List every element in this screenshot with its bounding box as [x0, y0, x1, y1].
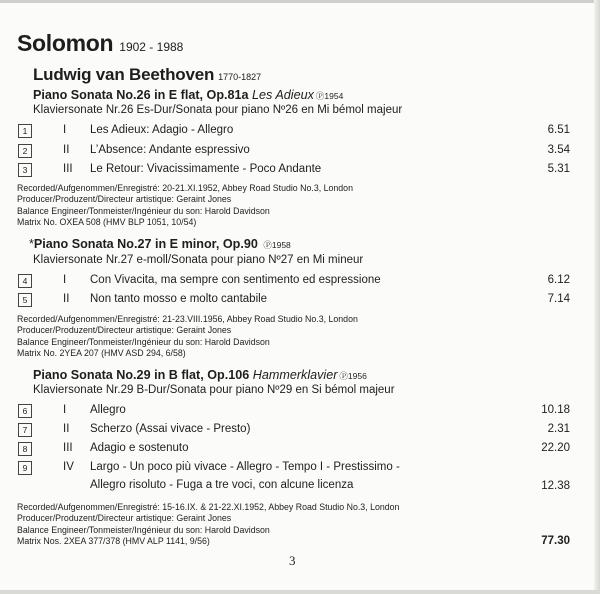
movement-number: II: [63, 144, 70, 156]
track-duration: 10.18: [541, 404, 570, 416]
work-title-text: Piano Sonata No.27 in E minor, Op.90: [33, 237, 258, 251]
page-number: 3: [289, 553, 296, 568]
work-nickname: Les Adieux: [252, 88, 314, 102]
track-row: [18, 441, 570, 459]
track-number-box: 6: [18, 404, 32, 418]
movement-number: III: [63, 442, 73, 454]
work-subtitle: Klaviersonate Nr.27 e-moll/Sonata pour piano Nº27 en Mi mineur: [33, 254, 364, 266]
credit-producer: Producer/Produzent/Directeur artistique: Geraint Jones: [17, 194, 232, 205]
credit-producer: Producer/Produzent/Directeur artistique: Geraint Jones: [17, 513, 232, 524]
credit-recorded: Recorded/Aufgenommen/Enregistré: 15-16.IX. & 21-22.XI.1952, Abbey Road Studio No.3, London: [17, 502, 400, 512]
artist-header: [17, 30, 183, 57]
scan-edge-bottom: [0, 590, 600, 594]
movement-number: II: [63, 423, 70, 435]
track-number-box: 8: [18, 442, 32, 456]
credit-engineer: Balance Engineer/Tonmeister/Ingénieur du son: Harold Davidson: [17, 336, 270, 347]
track-number-box: 5: [18, 293, 32, 307]
movement-title: Le Retour: Vivacissimamente - Poco Andante: [90, 163, 322, 175]
track-number-box: 9: [18, 461, 32, 475]
track-duration: 12.38: [541, 480, 570, 492]
recording-credits: [17, 183, 353, 229]
work-title: [33, 368, 367, 382]
movement-number: III: [63, 163, 73, 175]
track-number-box: 1: [18, 124, 32, 138]
work-publication-year: Ⓟ1954: [315, 91, 344, 101]
artist-name: Solomon: [17, 30, 114, 56]
work-asterisk: *: [29, 237, 34, 251]
credit-recorded: Recorded/Aufgenommen/Enregistré: 20-21.XI.1952, Abbey Road Studio No.3, London: [17, 183, 353, 193]
track-row: [18, 460, 570, 498]
track-row: [18, 123, 570, 141]
track-duration: 2.31: [547, 423, 570, 435]
credit-engineer: Balance Engineer/Tonmeister/Ingénieur du son: Harold Davidson: [17, 205, 270, 216]
composer-name: Ludwig van Beethoven: [33, 65, 215, 84]
composer-dates: 1770-1827: [218, 72, 262, 82]
movement-title: L’Absence: Andante espressivo: [90, 144, 250, 156]
scan-edge-top: [0, 0, 600, 3]
total-duration: 77.30: [541, 535, 570, 547]
work-title-text: Piano Sonata No.26 in E flat, Op.81a: [33, 88, 249, 102]
movement-number: II: [63, 293, 70, 305]
track-number-box: 7: [18, 423, 32, 437]
track-number-box: 4: [18, 274, 32, 288]
credit-engineer: Balance Engineer/Tonmeister/Ingénieur du son: Harold Davidson: [17, 524, 270, 535]
track-row: [18, 403, 570, 421]
movement-title: Adagio e sostenuto: [90, 442, 189, 454]
recording-credits: [17, 502, 399, 548]
movement-title: Allegro: [90, 404, 126, 416]
movement-title-continuation: Allegro risoluto - Fuga a tre voci, con alcune licenza: [90, 479, 354, 491]
movement-title: Con Vivacita, ma sempre con sentimento ed espressione: [90, 274, 381, 286]
work-subtitle: Klaviersonate Nr.29 B-Dur/Sonata pour piano Nº29 en Si bémol majeur: [33, 384, 395, 396]
track-row: [18, 422, 570, 440]
work-title-text: Piano Sonata No.29 in B flat, Op.106: [33, 368, 250, 382]
work-title: [33, 88, 343, 102]
credit-matrix: Matrix No. OXEA 508 (HMV BLP 1051, 10/54): [17, 217, 197, 228]
movement-number: I: [63, 124, 67, 136]
track-row: [18, 292, 570, 310]
track-row: [18, 162, 570, 180]
recording-credits: [17, 314, 358, 360]
track-duration: 6.51: [547, 124, 570, 136]
track-number-box: 2: [18, 144, 32, 158]
track-number-box: 3: [18, 163, 32, 177]
work-subtitle: Klaviersonate Nr.26 Es-Dur/Sonata pour piano Nº26 en Mi bémol majeur: [33, 104, 403, 116]
work-nickname: Hammerklavier: [252, 368, 338, 382]
movement-number: I: [63, 404, 67, 416]
credit-producer: Producer/Produzent/Directeur artistique: Geraint Jones: [17, 325, 232, 336]
movement-title: Non tanto mosso e molto cantabile: [90, 293, 268, 305]
track-duration: 3.54: [547, 144, 570, 156]
track-duration: 7.14: [547, 293, 570, 305]
work-publication-year: Ⓟ1958: [263, 240, 291, 250]
movement-number: IV: [63, 461, 74, 473]
movement-title: Largo - Un poco più vivace - Allegro - Tempo I - Prestissimo -: [90, 461, 400, 473]
credit-matrix: Matrix No. 2YEA 207 (HMV ASD 294, 6/58): [17, 348, 186, 359]
work-publication-year: Ⓟ1956: [339, 371, 367, 381]
work-title: [29, 237, 291, 251]
movement-number: I: [63, 274, 67, 286]
track-row: [18, 273, 570, 291]
credit-recorded: Recorded/Aufgenommen/Enregistré: 21-23.VIII.1956, Abbey Road Studio No.3, London: [17, 314, 358, 324]
movement-title: Scherzo (Assai vivace - Presto): [90, 423, 251, 435]
artist-dates: 1902 - 1988: [119, 40, 184, 54]
track-duration: 6.12: [547, 274, 570, 286]
track-duration: 22.20: [541, 442, 570, 454]
credit-matrix: Matrix Nos. 2XEA 377/378 (HMV ALP 1141, 9/56): [17, 536, 210, 547]
scan-edge-right: [594, 0, 600, 594]
composer-header: [33, 65, 261, 85]
movement-title: Les Adieux: Adagio - Allegro: [90, 124, 234, 136]
track-duration: 5.31: [547, 163, 570, 175]
track-row: [18, 143, 570, 161]
